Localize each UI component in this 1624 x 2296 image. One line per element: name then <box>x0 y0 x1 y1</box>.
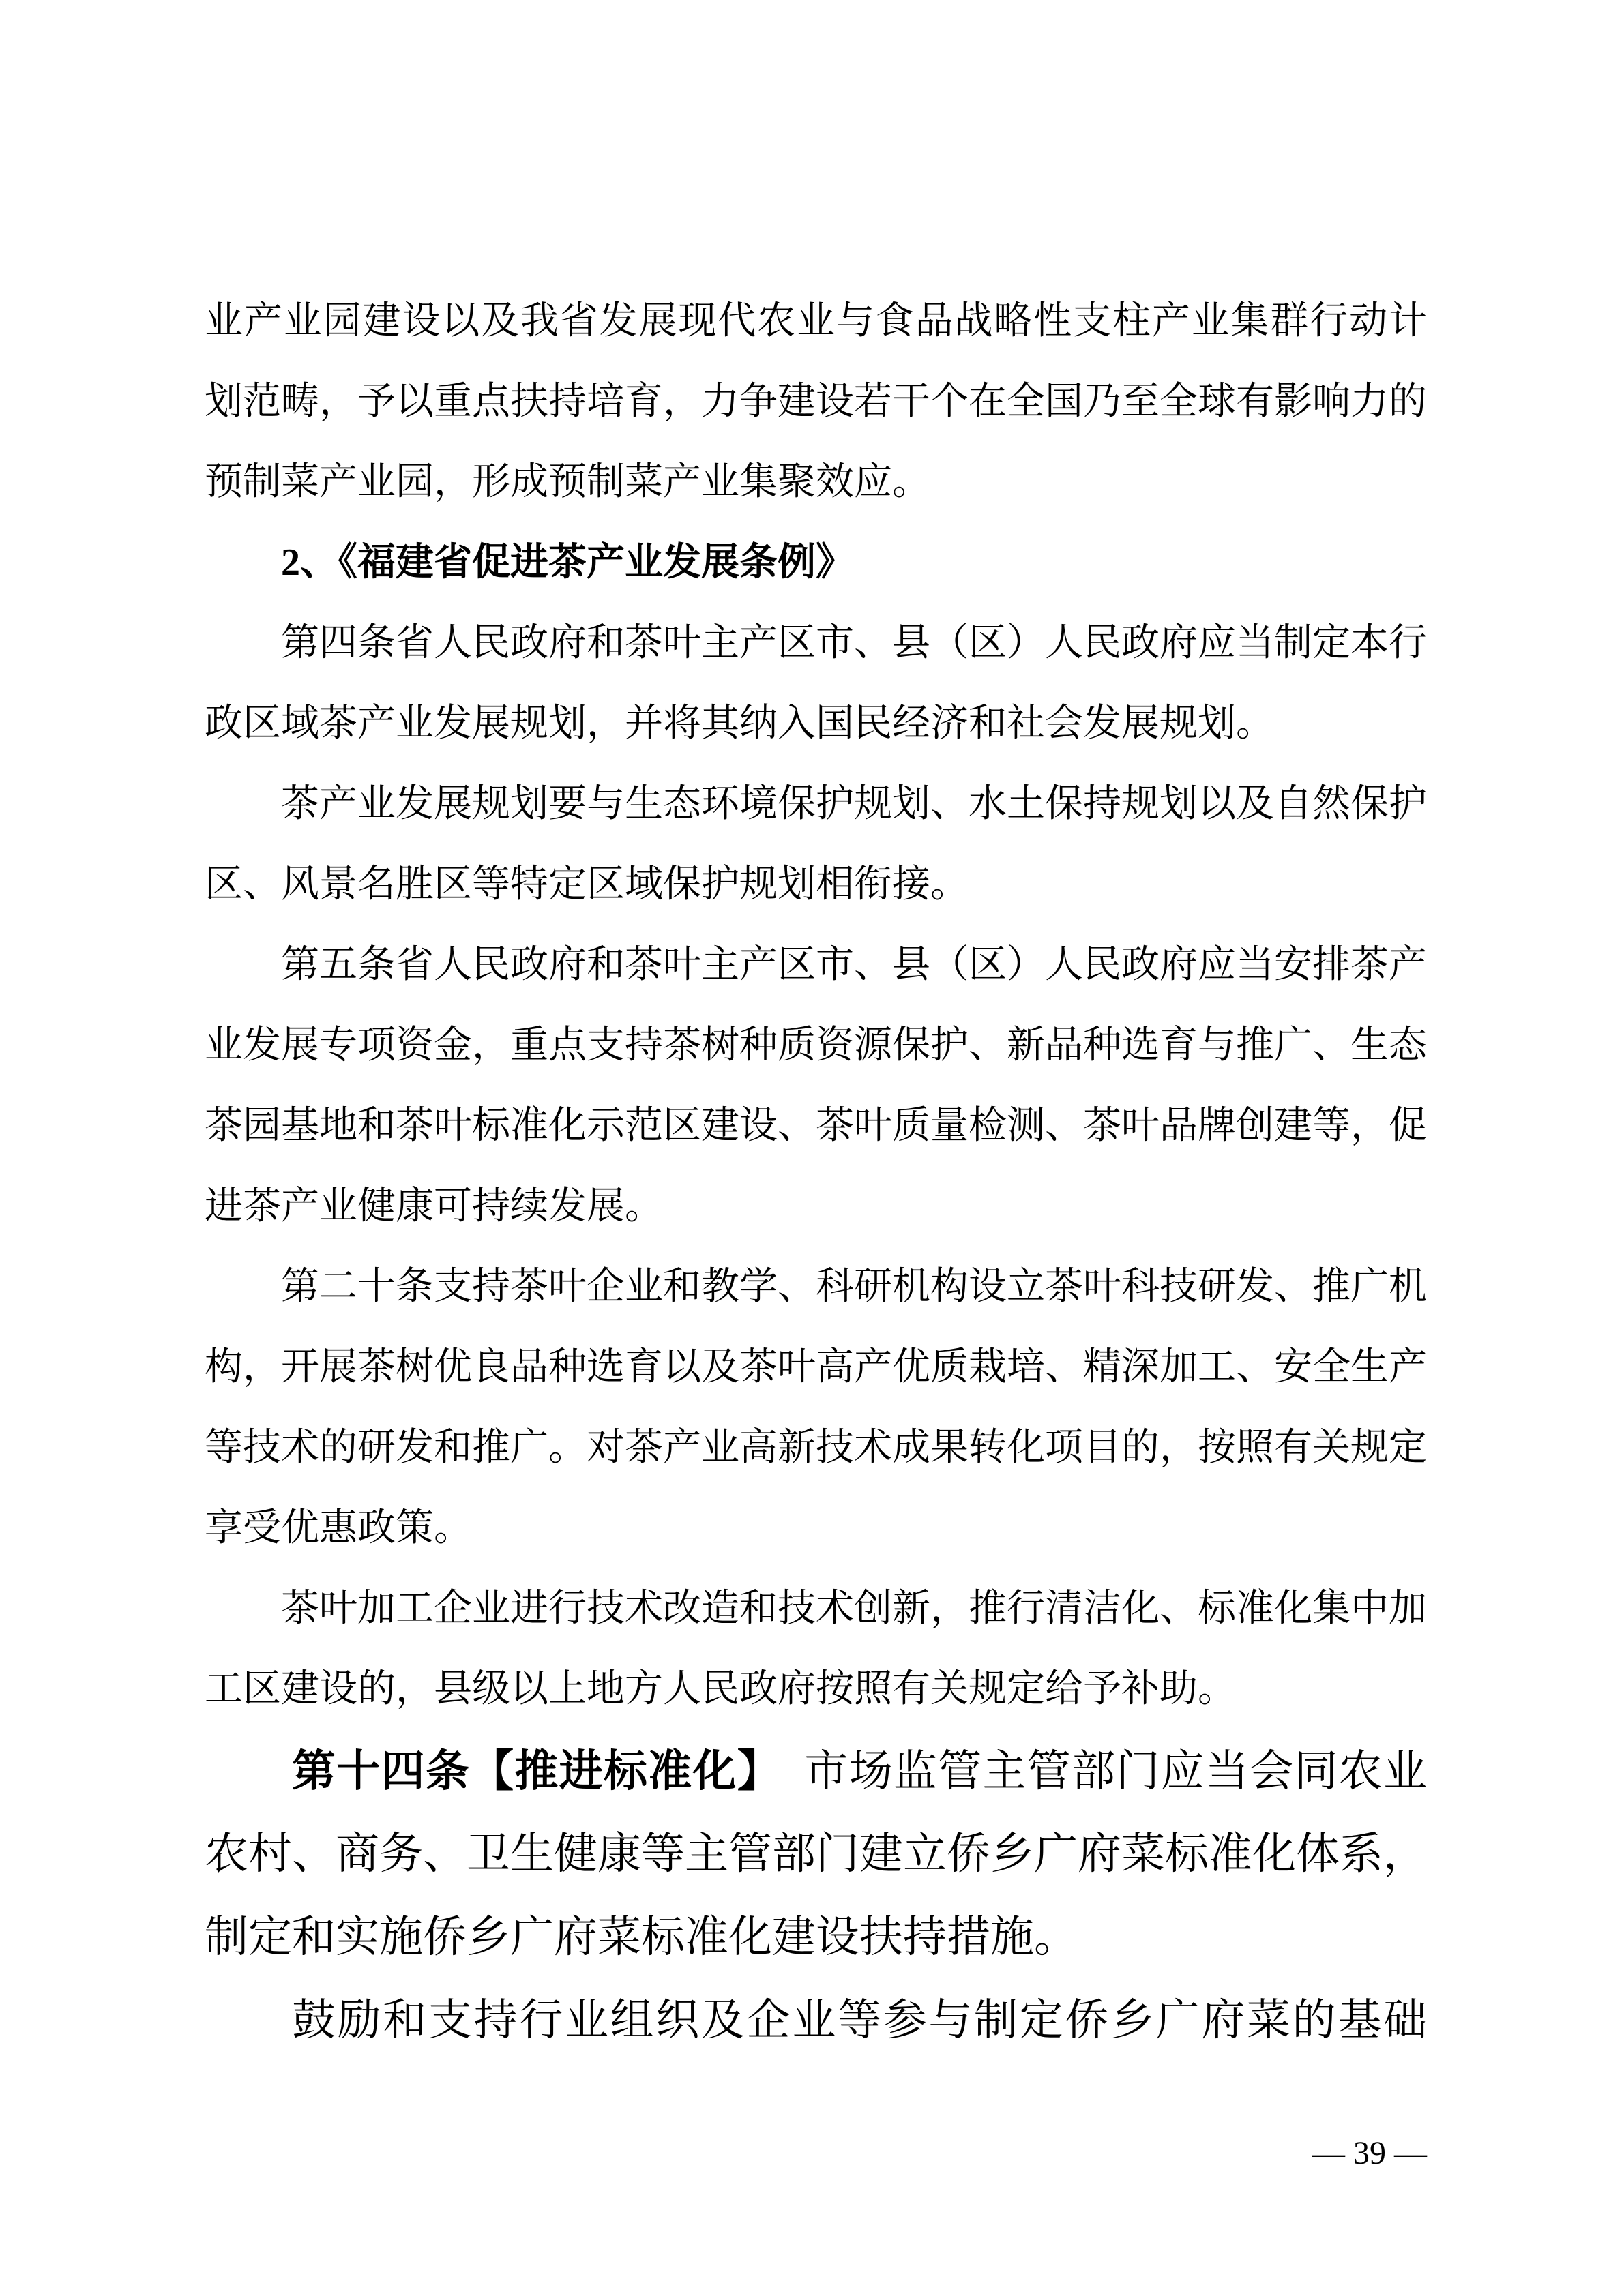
text-line <box>205 1086 1427 1166</box>
line-text: 农村、商务、卫生健康等主管部门建立侨乡广府菜标准化体系， <box>205 1830 1427 1878</box>
line-text: 茶叶加工企业进行技术改造和技术创新，推行清洁化、标准化集中加 <box>281 1587 1427 1630</box>
line-text: 享受优惠政策。 <box>205 1507 472 1549</box>
text-line <box>205 1649 1427 1729</box>
line-text: 鼓励和支持行业组织及企业等参与制定侨乡广府菜的基础 <box>292 1996 1427 2044</box>
line-text: 茶产业发展规划要与生态环境保护规划、水土保持规划以及自然保护 <box>281 783 1427 825</box>
text-line <box>205 1327 1427 1407</box>
document-body <box>205 281 1427 2062</box>
line-text: 2、《福建省促进茶产业发展条例》 <box>281 541 854 584</box>
text-line <box>205 1568 1427 1649</box>
text-line <box>205 1166 1427 1247</box>
line-text: 第五条省人民政府和茶叶主产区市、县（区）人民政府应当安排茶产 <box>281 944 1427 986</box>
line-text: 等技术的研发和推广。对茶产业高新技术成果转化项目的，按照有关规定 <box>205 1427 1427 1469</box>
text-line <box>205 844 1427 925</box>
text-line <box>205 1247 1427 1327</box>
text-line <box>205 764 1427 844</box>
line-text: 制定和实施侨乡广府菜标准化建设扶持措施。 <box>205 1913 1078 1961</box>
text-line <box>205 1979 1427 2062</box>
line-text: 构，开展茶树优良品种选育以及茶叶高产优质栽培、精深加工、安全生产 <box>205 1346 1427 1388</box>
text-line <box>205 281 1427 361</box>
text-line <box>205 603 1427 683</box>
text-line <box>205 683 1427 764</box>
line-text: 业产业园建设以及我省发展现代农业与食品战略性支柱产业集群行动计 <box>205 300 1427 342</box>
page-number: — 39 — <box>1312 2135 1427 2171</box>
line-text: 划范畴，予以重点扶持培育，力争建设若干个在全国乃至全球有影响力的 <box>205 381 1427 423</box>
text-line <box>205 522 1427 603</box>
line-text: 进茶产业健康可持续发展。 <box>205 1185 663 1227</box>
line-text: 茶园基地和茶叶标准化示范区建设、茶叶质量检测、茶叶品牌创建等，促 <box>205 1105 1427 1147</box>
line-text: 区、风景名胜区等特定区域保护规划相衔接。 <box>205 863 969 906</box>
line-text: 市场监管主管部门应当会同农业 <box>760 1747 1428 1795</box>
article-heading-bold: 第十四条【推进标准化】 <box>292 1746 761 1795</box>
line-text: 工区建设的，县级以上地方人民政府按照有关规定给予补助。 <box>205 1668 1236 1710</box>
line-text: 政区域茶产业发展规划，并将其纳入国民经济和社会发展规划。 <box>205 702 1274 745</box>
line-text: 预制菜产业园，形成预制菜产业集聚效应。 <box>205 461 930 503</box>
line-text: 第二十条支持茶叶企业和教学、科研机构设立茶叶科技研发、推广机 <box>281 1266 1427 1308</box>
text-line <box>205 1488 1427 1568</box>
text-line <box>205 1813 1427 1896</box>
line-text: 第四条省人民政府和茶叶主产区市、县（区）人民政府应当制定本行 <box>281 622 1427 664</box>
text-line <box>205 1896 1427 1979</box>
text-line <box>205 1729 1427 1813</box>
text-line <box>205 361 1427 442</box>
line-text: 业发展专项资金，重点支持茶树种质资源保护、新品种选育与推广、生态 <box>205 1024 1427 1067</box>
text-line <box>205 925 1427 1005</box>
text-line <box>205 442 1427 522</box>
text-line <box>205 1407 1427 1488</box>
text-line <box>205 1005 1427 1086</box>
